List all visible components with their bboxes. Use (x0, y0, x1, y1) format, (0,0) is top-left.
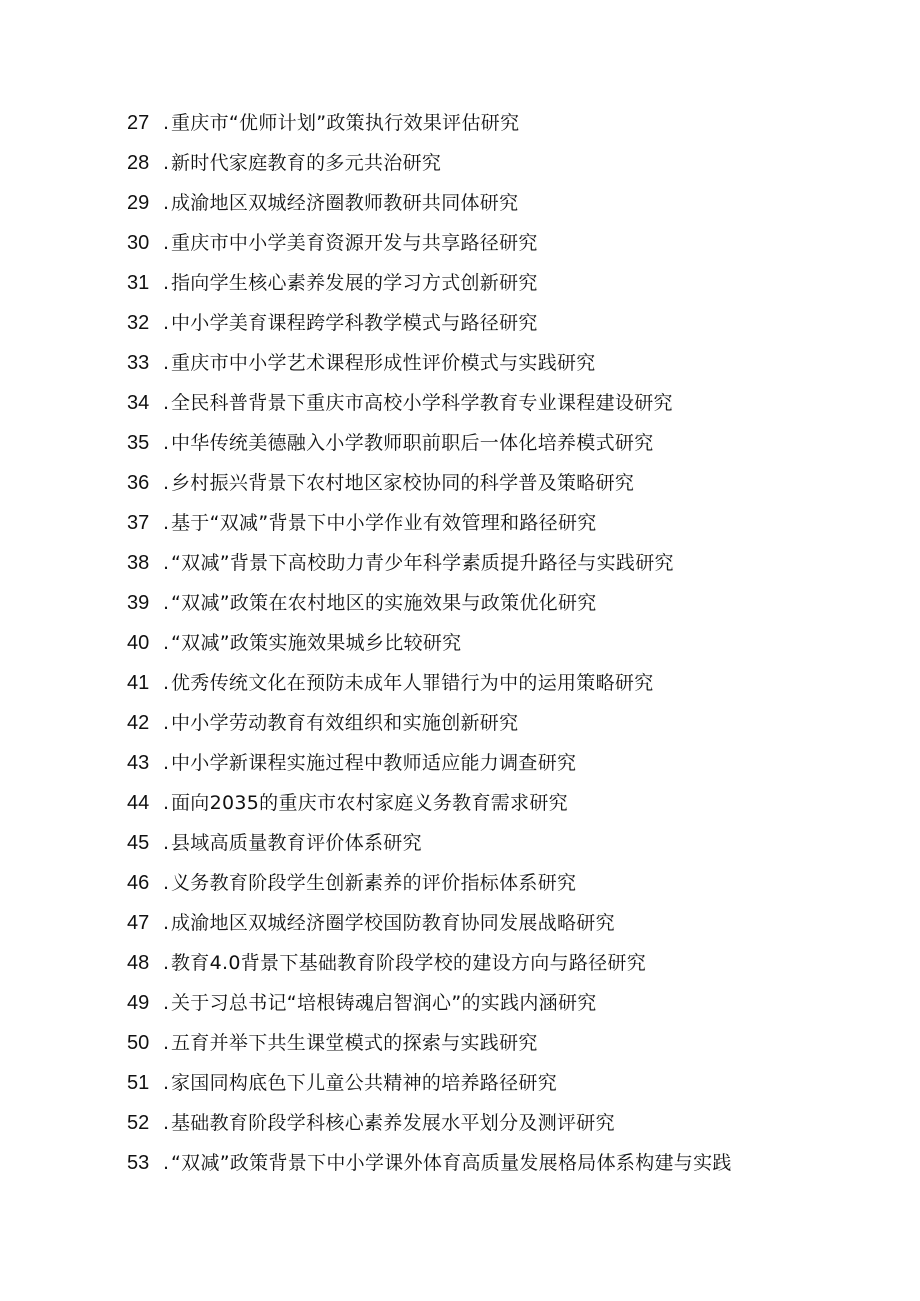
item-title: “双减”政策实施效果城乡比较研究 (171, 632, 462, 654)
item-title: 面向2035的重庆市农村家庭义务教育需求研究 (171, 792, 568, 814)
list-item: 51 . 家国同构底色下儿童公共精神的培养路径研究 (127, 1063, 732, 1103)
list-item: 42 . 中小学劳动教育有效组织和实施创新研究 (127, 703, 732, 743)
item-number: 53 (127, 1152, 150, 1174)
research-topic-list (127, 103, 732, 1183)
item-number: 47 (127, 912, 150, 934)
list-item: 53 . “双减”政策背景下中小学课外体育高质量发展格局体系构建与实践 (127, 1143, 732, 1183)
item-title: 乡村振兴背景下农村地区家校协同的科学普及策略研究 (171, 472, 635, 494)
list-item: 49 . 关于习总书记“培根铸魂启智润心”的实践内涵研究 (127, 983, 732, 1023)
item-title: 教育4.0背景下基础教育阶段学校的建设方向与路径研究 (171, 952, 647, 974)
item-number: 43 (127, 752, 150, 774)
item-title: 中华传统美德融入小学教师职前职后一体化培养模式研究 (171, 432, 654, 454)
list-item: 43 . 中小学新课程实施过程中教师适应能力调查研究 (127, 743, 732, 783)
list-item: 30 . 重庆市中小学美育资源开发与共享路径研究 (127, 223, 732, 263)
item-title: 指向学生核心素养发展的学习方式创新研究 (171, 272, 538, 294)
item-number: 32 (127, 312, 150, 334)
list-item: 32 . 中小学美育课程跨学科教学模式与路径研究 (127, 303, 732, 343)
list-item: 40 . “双减”政策实施效果城乡比较研究 (127, 623, 732, 663)
list-item: 37 . 基于“双减”背景下中小学作业有效管理和路径研究 (127, 503, 732, 543)
item-number: 40 (127, 632, 150, 654)
item-number: 49 (127, 992, 150, 1014)
list-item: 44 . 面向2035的重庆市农村家庭义务教育需求研究 (127, 783, 732, 823)
item-number: 38 (127, 552, 150, 574)
item-title: 中小学劳动教育有效组织和实施创新研究 (171, 712, 519, 734)
item-title: 家国同构底色下儿童公共精神的培养路径研究 (171, 1072, 558, 1094)
item-title: 重庆市中小学美育资源开发与共享路径研究 (171, 232, 538, 254)
list-item: 28 . 新时代家庭教育的多元共治研究 (127, 143, 732, 183)
item-title: 全民科普背景下重庆市高校小学科学教育专业课程建设研究 (171, 392, 673, 414)
item-title: 义务教育阶段学生创新素养的评价指标体系研究 (171, 872, 577, 894)
list-item: 27 . 重庆市“优师计划”政策执行效果评估研究 (127, 103, 732, 143)
item-number: 48 (127, 952, 150, 974)
list-item: 45 . 县域高质量教育评价体系研究 (127, 823, 732, 863)
list-item: 46 . 义务教育阶段学生创新素养的评价指标体系研究 (127, 863, 732, 903)
item-number: 42 (127, 712, 150, 734)
item-number: 35 (127, 432, 150, 454)
item-title: 优秀传统文化在预防未成年人罪错行为中的运用策略研究 (171, 672, 654, 694)
item-title: 基于“双减”背景下中小学作业有效管理和路径研究 (171, 512, 597, 534)
list-item: 31 . 指向学生核心素养发展的学习方式创新研究 (127, 263, 732, 303)
item-number: 44 (127, 792, 150, 814)
item-title: 基础教育阶段学科核心素养发展水平划分及测评研究 (171, 1112, 615, 1134)
list-item: 39 . “双减”政策在农村地区的实施效果与政策优化研究 (127, 583, 732, 623)
item-number: 27 (127, 112, 150, 134)
item-title: 中小学新课程实施过程中教师适应能力调查研究 (171, 752, 577, 774)
item-number: 51 (127, 1072, 150, 1094)
item-title: 成渝地区双城经济圈学校国防教育协同发展战略研究 (171, 912, 615, 934)
list-item: 47 . 成渝地区双城经济圈学校国防教育协同发展战略研究 (127, 903, 732, 943)
item-title: “双减”政策背景下中小学课外体育高质量发展格局体系构建与实践 (171, 1152, 732, 1174)
item-number: 52 (127, 1112, 150, 1134)
item-number: 41 (127, 672, 150, 694)
item-number: 31 (127, 272, 150, 294)
list-item: 33 . 重庆市中小学艺术课程形成性评价模式与实践研究 (127, 343, 732, 383)
item-number: 33 (127, 352, 150, 374)
item-title: 成渝地区双城经济圈教师教研共同体研究 (171, 192, 519, 214)
list-item: 52 . 基础教育阶段学科核心素养发展水平划分及测评研究 (127, 1103, 732, 1143)
item-number: 50 (127, 1032, 150, 1054)
item-number: 29 (127, 192, 150, 214)
item-number: 45 (127, 832, 150, 854)
item-title: “双减”背景下高校助力青少年科学素质提升路径与实践研究 (171, 552, 674, 574)
item-number: 34 (127, 392, 150, 414)
list-item: 48 . 教育4.0背景下基础教育阶段学校的建设方向与路径研究 (127, 943, 732, 983)
item-title: 关于习总书记“培根铸魂启智润心”的实践内涵研究 (171, 992, 597, 1014)
list-item: 38 . “双减”背景下高校助力青少年科学素质提升路径与实践研究 (127, 543, 732, 583)
item-number: 37 (127, 512, 150, 534)
item-title: 五育并举下共生课堂模式的探索与实践研究 (171, 1032, 538, 1054)
item-number: 30 (127, 232, 150, 254)
item-title: 重庆市中小学艺术课程形成性评价模式与实践研究 (171, 352, 596, 374)
item-number: 46 (127, 872, 150, 894)
list-item: 36 . 乡村振兴背景下农村地区家校协同的科学普及策略研究 (127, 463, 732, 503)
list-item: 29 . 成渝地区双城经济圈教师教研共同体研究 (127, 183, 732, 223)
list-item: 41 . 优秀传统文化在预防未成年人罪错行为中的运用策略研究 (127, 663, 732, 703)
item-number: 28 (127, 152, 150, 174)
item-title: 新时代家庭教育的多元共治研究 (171, 152, 442, 174)
item-number: 36 (127, 472, 150, 494)
item-title: “双减”政策在农村地区的实施效果与政策优化研究 (171, 592, 597, 614)
list-item: 50 . 五育并举下共生课堂模式的探索与实践研究 (127, 1023, 732, 1063)
item-title: 县域高质量教育评价体系研究 (171, 832, 422, 854)
list-item: 34 . 全民科普背景下重庆市高校小学科学教育专业课程建设研究 (127, 383, 732, 423)
item-number: 39 (127, 592, 150, 614)
list-item: 35 . 中华传统美德融入小学教师职前职后一体化培养模式研究 (127, 423, 732, 463)
item-title: 中小学美育课程跨学科教学模式与路径研究 (171, 312, 538, 334)
item-title: 重庆市“优师计划”政策执行效果评估研究 (171, 112, 520, 134)
